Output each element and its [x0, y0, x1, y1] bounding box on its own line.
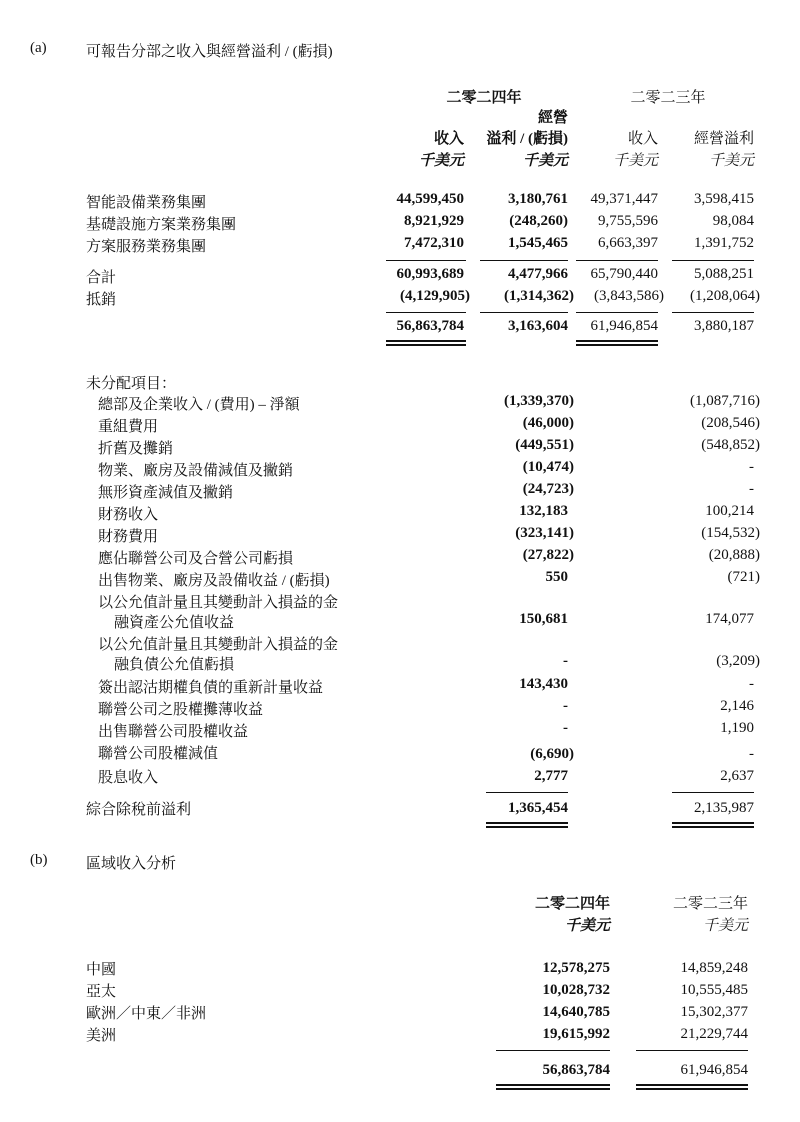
unallocated-2024: -	[563, 653, 568, 669]
rule	[386, 312, 466, 313]
segment-name: 方案服務業務集團	[86, 239, 207, 255]
segment-rev-2023: 9,755,596	[598, 213, 658, 229]
unallocated-name: 物業、廠房及設備減值及撇銷	[98, 463, 294, 479]
section-b-title: 區域收入分析	[86, 856, 177, 872]
total-rev-2023: 65,790,440	[590, 266, 658, 282]
unallocated-2024: 150,681	[519, 611, 568, 627]
year-2023-heading: 二零二三年	[630, 90, 706, 106]
unallocated-2024: (6,690)	[530, 746, 574, 762]
unallocated-name: 財務收入	[98, 507, 159, 523]
rule	[576, 260, 658, 261]
unit-op-2024: 千美元	[522, 153, 568, 169]
section-a-title: 可報告分部之收入與經營溢利 / (虧損)	[86, 44, 333, 60]
unallocated-name: 財務費用	[98, 529, 159, 545]
region-2024: 10,028,732	[542, 982, 610, 998]
unallocated-2024: (323,141)	[515, 525, 574, 541]
rule	[486, 792, 568, 793]
unallocated-2023: (208,546)	[701, 415, 760, 431]
unallocated-name: 以公允值計量且其變動計入損益的金	[98, 595, 339, 611]
unallocated-2023: -	[749, 481, 754, 497]
region-2023: 15,302,377	[680, 1004, 748, 1020]
unallocated-2024: (1,339,370)	[504, 393, 574, 409]
region-2024: 19,615,992	[542, 1026, 610, 1042]
net-op-2023: 3,880,187	[694, 318, 754, 334]
unallocated-2024: (46,000)	[522, 415, 574, 431]
rule	[576, 312, 658, 313]
unallocated-2024: 550	[545, 569, 568, 585]
unallocated-name: 聯營公司之股權攤薄收益	[98, 702, 264, 718]
region-name: 美洲	[86, 1028, 117, 1044]
unallocated-name: 股息收入	[98, 770, 159, 786]
rule	[386, 260, 466, 261]
region-2023: 14,859,248	[680, 960, 748, 976]
total-op-2023: 5,088,251	[694, 266, 754, 282]
region-name: 亞太	[86, 984, 117, 1000]
unallocated-name: 總部及企業收入 / (費用) – 淨額	[98, 397, 300, 413]
double-rule	[496, 1084, 610, 1090]
unallocated-2024: (449,551)	[515, 437, 574, 453]
segment-op-2024: 1,545,465	[508, 235, 568, 251]
unallocated-name: 以公允值計量且其變動計入損益的金	[98, 637, 339, 653]
segment-op-2024: 3,180,761	[508, 191, 568, 207]
unit-rev-2024: 千美元	[418, 153, 464, 169]
unallocated-2024: -	[563, 698, 568, 714]
segment-name: 智能設備業務集團	[86, 195, 207, 211]
region-unit-2024: 千美元	[564, 918, 610, 934]
unallocated-2023: 2,637	[720, 768, 754, 784]
unallocated-header: 未分配項目：	[86, 376, 177, 392]
rule	[636, 1050, 748, 1051]
region-total-2023: 61,946,854	[680, 1062, 748, 1078]
rule	[672, 260, 754, 261]
col-revenue-2023: 收入	[627, 131, 658, 147]
unallocated-2023: -	[749, 746, 754, 762]
elimination-op-2023: (1,208,064)	[690, 288, 760, 304]
region-2023: 10,555,485	[680, 982, 748, 998]
unallocated-2023: -	[749, 459, 754, 475]
net-op-2024: 3,163,604	[508, 318, 568, 334]
total-label: 合計	[86, 270, 117, 286]
unallocated-name: 重組費用	[98, 419, 159, 435]
unallocated-2023: 2,146	[720, 698, 754, 714]
col-op-profit-2024-line2: 溢利 / (虧損)	[486, 131, 568, 147]
unallocated-2024: -	[563, 720, 568, 736]
region-2024: 14,640,785	[542, 1004, 610, 1020]
unallocated-name: 應佔聯營公司及合營公司虧損	[98, 551, 294, 567]
unallocated-name: 折舊及攤銷	[98, 441, 174, 457]
unallocated-2023: (154,532)	[701, 525, 760, 541]
unallocated-2024: 2,777	[534, 768, 568, 784]
unallocated-name: 出售聯營公司股權收益	[98, 724, 249, 740]
segment-rev-2023: 49,371,447	[590, 191, 658, 207]
region-year-2023: 二零二三年	[672, 896, 748, 912]
region-2024: 12,578,275	[542, 960, 610, 976]
rule	[672, 792, 754, 793]
unallocated-2024: 143,430	[519, 676, 568, 692]
region-name: 歐洲／中東／非洲	[86, 1006, 207, 1022]
unit-rev-2023: 千美元	[612, 153, 658, 169]
unallocated-2024: (27,822)	[522, 547, 574, 563]
segment-op-2023: 3,598,415	[694, 191, 754, 207]
section-a-marker: (a)	[30, 40, 47, 56]
unallocated-2023: -	[749, 676, 754, 692]
unallocated-2023: (20,888)	[708, 547, 760, 563]
segment-rev-2023: 6,663,397	[598, 235, 658, 251]
double-rule	[386, 340, 466, 346]
elimination-rev-2024: (4,129,905)	[400, 288, 470, 304]
unallocated-2024: (24,723)	[522, 481, 574, 497]
region-name: 中國	[86, 962, 117, 978]
unallocated-name-cont: 融資產公允值收益	[114, 615, 235, 631]
net-rev-2024: 56,863,784	[396, 318, 464, 334]
double-rule	[486, 822, 568, 828]
unallocated-2023: 174,077	[705, 611, 754, 627]
unallocated-name-cont: 融負債公允值虧損	[114, 657, 235, 673]
total-op-2024: 4,477,966	[508, 266, 568, 282]
double-rule	[636, 1084, 748, 1090]
unit-op-2023: 千美元	[708, 153, 754, 169]
unallocated-2023: (721)	[727, 569, 760, 585]
segment-rev-2024: 8,921,929	[404, 213, 464, 229]
double-rule	[576, 340, 658, 346]
segment-rev-2024: 7,472,310	[404, 235, 464, 251]
pretax-2023: 2,135,987	[694, 800, 754, 816]
double-rule	[672, 822, 754, 828]
unallocated-2023: 1,190	[720, 720, 754, 736]
pretax-2024: 1,365,454	[508, 800, 568, 816]
region-unit-2023: 千美元	[702, 918, 748, 934]
col-op-profit-2023: 經營溢利	[693, 131, 754, 147]
unallocated-2023: (1,087,716)	[690, 393, 760, 409]
col-revenue-2024: 收入	[433, 131, 464, 147]
segment-rev-2024: 44,599,450	[396, 191, 464, 207]
region-year-2024: 二零二四年	[534, 896, 610, 912]
total-rev-2024: 60,993,689	[396, 266, 464, 282]
region-total-2024: 56,863,784	[542, 1062, 610, 1078]
section-b-marker: (b)	[30, 852, 48, 868]
segment-name: 基礎設施方案業務集團	[86, 217, 237, 233]
net-rev-2023: 61,946,854	[590, 318, 658, 334]
elimination-rev-2023: (3,843,586)	[594, 288, 664, 304]
unallocated-name: 簽出認沽期權負債的重新計量收益	[98, 680, 324, 696]
unallocated-name: 聯營公司股權減值	[98, 746, 219, 762]
unallocated-2023: (3,209)	[716, 653, 760, 669]
rule	[480, 312, 568, 313]
rule	[496, 1050, 610, 1051]
segment-op-2023: 1,391,752	[694, 235, 754, 251]
elimination-op-2024: (1,314,362)	[504, 288, 574, 304]
unallocated-2024: 132,183	[519, 503, 568, 519]
rule	[672, 312, 754, 313]
pretax-label: 綜合除稅前溢利	[86, 802, 192, 818]
unallocated-2024: (10,474)	[522, 459, 574, 475]
col-op-profit-2024-line1: 經營	[537, 110, 568, 126]
unallocated-name: 出售物業、廠房及設備收益 / (虧損)	[98, 573, 330, 589]
segment-op-2023: 98,084	[712, 213, 754, 229]
unallocated-2023: 100,214	[705, 503, 754, 519]
segment-op-2024: (248,260)	[509, 213, 568, 229]
elimination-label: 抵銷	[86, 292, 117, 308]
year-2024-heading: 二零二四年	[446, 90, 522, 106]
unallocated-2023: (548,852)	[701, 437, 760, 453]
unallocated-name: 無形資產減值及撇銷	[98, 485, 234, 501]
region-2023: 21,229,744	[680, 1026, 748, 1042]
rule	[480, 260, 568, 261]
